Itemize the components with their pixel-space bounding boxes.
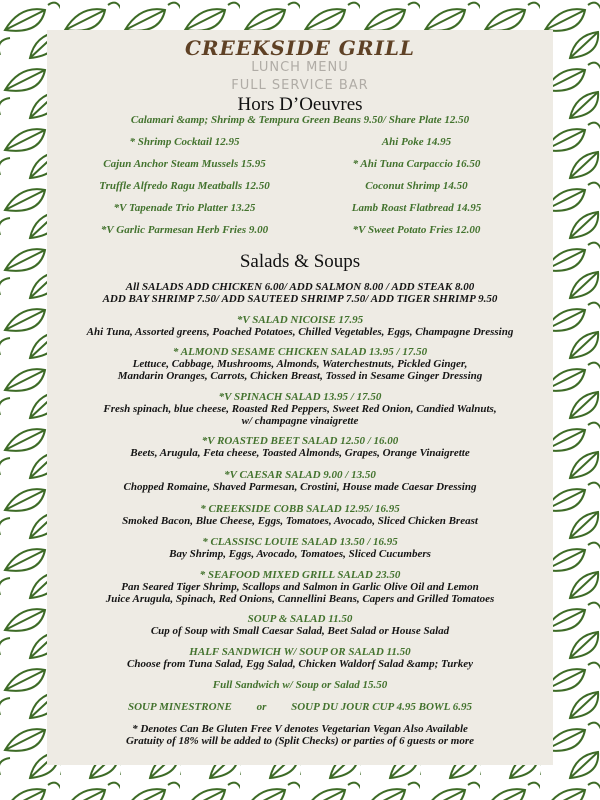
salad-item-description <box>47 581 553 605</box>
salad-item-name: * CREEKSIDE COBB SALAD 12.95/ 16.95 <box>200 503 400 515</box>
footnote-line: * Denotes Can Be Gluten Free V denotes Vegetarian Vegan Also Available <box>132 723 468 735</box>
appetizer-item: *V Tapenade Trio Platter 13.25 <box>113 202 256 214</box>
description-line: Lettuce, Cabbage, Mushrooms, Almonds, Waterchestnuts, Pickled Ginger, <box>132 358 468 370</box>
footnote-line: Gratuity of 18% will be added to (Split Checks) or parties of 6 guests or more <box>125 735 475 747</box>
salad-item-description <box>47 481 553 493</box>
appetizer-item: *V Garlic Parmesan Herb Fries 9.00 <box>100 224 269 236</box>
appetizer-item: Lamb Roast Flatbread 14.95 <box>351 202 482 214</box>
salad-item-name: *V CAESAR SALAD 9.00 / 13.50 <box>224 469 376 481</box>
description-line: Mandarin Oranges, Carrots, Chicken Breast, Tossed in Sesame Ginger Dressing <box>117 370 483 382</box>
description-line: Juice Arugula, Spinach, Red Onions, Cannellini Beans, Capers and Grilled Tomatoes <box>105 593 495 605</box>
description-line: w/ champagne vinaigrette <box>241 415 359 427</box>
soup-line <box>47 701 553 713</box>
salad-item-description <box>47 625 553 637</box>
salad-item-name: HALF SANDWICH W/ SOUP OR SALAD 11.50 <box>189 646 411 658</box>
lunch-menu-label: LUNCH MENU <box>251 60 349 75</box>
description-line: Bay Shrimp, Eggs, Avocado, Tomatoes, Sliced Cucumbers <box>169 548 431 560</box>
soup-minestrone: SOUP MINESTRONE <box>128 701 232 713</box>
description-line: Pan Seared Tiger Shrimp, Scallops and Salmon in Garlic Olive Oil and Lemon <box>121 581 479 593</box>
hors-doeuvres-heading: Hors D’Oeuvres <box>237 94 363 115</box>
description-line: Ahi Tuna, Assorted greens, Poached Potatoes, Chilled Vegetables, Eggs, Champagne Dressing <box>86 326 514 338</box>
salad-item-name: * CLASSISC LOUIE SALAD 13.50 / 16.95 <box>202 536 398 548</box>
restaurant-title: CREEKSIDE GRILL <box>185 36 415 60</box>
salad-item-description <box>47 326 553 338</box>
footnotes <box>47 723 553 747</box>
appetizer-item: Coconut Shrimp 14.50 <box>365 180 468 192</box>
description-line: Smoked Bacon, Blue Cheese, Eggs, Tomatoes, Avocado, Sliced Chicken Breast <box>122 515 478 527</box>
description-line: Cup of Soup with Small Caesar Salad, Beet Salad or House Salad <box>150 625 450 637</box>
soup-or: or <box>256 701 267 713</box>
salad-item-description <box>47 403 553 427</box>
description-line: Beets, Arugula, Feta cheese, Toasted Almonds, Grapes, Orange Vinaigrette <box>130 447 470 459</box>
description-line: Choose from Tuna Salad, Egg Salad, Chicken Waldorf Salad &amp; Turkey <box>127 658 473 670</box>
salad-addons <box>47 281 553 305</box>
salad-item-name: SOUP & SALAD 11.50 <box>247 613 353 625</box>
salad-item-name: * SEAFOOD MIXED GRILL SALAD 23.50 <box>199 569 401 581</box>
addon-line: All SALADS ADD CHICKEN 6.00/ ADD SALMON 8.00 / ADD STEAK 8.00 <box>125 281 475 293</box>
salads-soups-heading: Salads & Soups <box>239 251 361 272</box>
salad-item-name: * ALMOND SESAME CHICKEN SALAD 13.95 / 17.50 <box>172 346 428 358</box>
salad-item-description <box>47 515 553 527</box>
full-service-bar-label: FULL SERVICE BAR <box>231 78 369 93</box>
salad-item-name: *V SPINACH SALAD 13.95 / 17.50 <box>218 391 382 403</box>
salad-item-description <box>47 447 553 459</box>
salad-item-description <box>47 548 553 560</box>
featured-appetizer: Calamari &amp; Shrimp & Tempura Green Beans 9.50/ Share Plate 12.50 <box>130 114 470 126</box>
appetizer-item: Cajun Anchor Steam Mussels 15.95 <box>103 158 266 170</box>
addon-line: ADD BAY SHRIMP 7.50/ ADD SAUTEED SHRIMP 7.50/ ADD TIGER SHRIMP 9.50 <box>102 293 498 305</box>
salad-item-name: *V SALAD NICOISE 17.95 <box>236 314 364 326</box>
full-sandwich: Full Sandwich w/ Soup or Salad 15.50 <box>212 679 388 691</box>
salad-item-description <box>47 658 553 670</box>
soup-du-jour: SOUP DU JOUR CUP 4.95 BOWL 6.95 <box>291 701 472 713</box>
salad-item-name: *V ROASTED BEET SALAD 12.50 / 16.00 <box>201 435 399 447</box>
appetizer-item: *V Sweet Potato Fries 12.00 <box>352 224 481 236</box>
salad-item-description <box>47 358 553 382</box>
appetizer-item: * Shrimp Cocktail 12.95 <box>129 136 240 148</box>
description-line: Chopped Romaine, Shaved Parmesan, Crostini, House made Caesar Dressing <box>123 481 477 493</box>
appetizer-item: * Ahi Tuna Carpaccio 16.50 <box>352 158 481 170</box>
description-line: Fresh spinach, blue cheese, Roasted Red Peppers, Sweet Red Onion, Candied Walnuts, <box>103 403 497 415</box>
appetizer-item: Truffle Alfredo Ragu Meatballs 12.50 <box>99 180 270 192</box>
appetizer-item: Ahi Poke 14.95 <box>381 136 452 148</box>
